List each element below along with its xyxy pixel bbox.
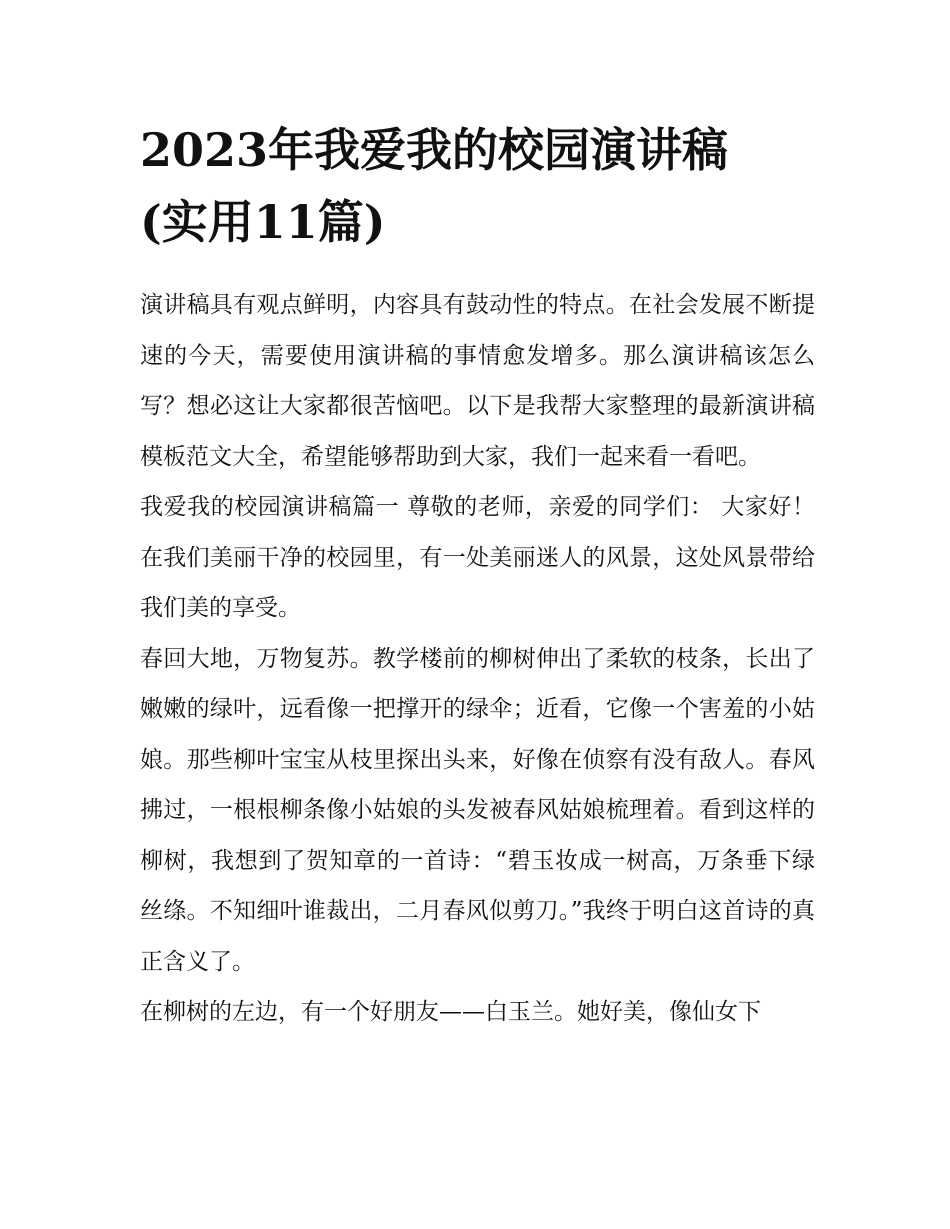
title-line-2: (实用11篇) [140, 195, 386, 249]
paragraph-magnolia: 在柳树的左边，有一个好朋友——白玉兰。她好美，像仙女下 [140, 999, 761, 1025]
title-line-1: 2023年我爱我的校园演讲稿 [140, 123, 729, 177]
document-body [140, 280, 815, 1038]
document-title [140, 114, 820, 258]
paragraph-speech-opening: 我爱我的校园演讲稿篇一 尊敬的老师，亲爱的同学们： 大家好！ 在我们美丽干净的校园里，有一处美丽迷人的风景，这处风景带给我们美的享受。 [140, 494, 815, 621]
paragraph-willow: 春回大地，万物复苏。教学楼前的柳树伸出了柔软的枝条，长出了嫩嫩的绿叶，远看像一把撑开的绿伞；近看，它像一个害羞的小姑娘。那些柳叶宝宝从枝里探出头来，好像在侦察有没有敌人。春风拂过，一根根柳条像小姑娘的头发被春风姑娘梳理着。看到这样的柳树，我想到了贺知章的一首诗：“碧玉妆成一树高，万条垂下绿丝绦。不知细叶谁裁出，二月春风似剪刀。”我终于明白这首诗的真正含义了。 [140, 645, 815, 975]
paragraph-intro: 演讲稿具有观点鲜明，内容具有鼓动性的特点。在社会发展不断提速的今天，需要使用演讲稿的事情愈发增多。那么演讲稿该怎么写？想必这让大家都很苦恼吧。以下是我帮大家整理的最新演讲稿模板范文大全，希望能够帮助到大家，我们一起来看一看吧。 [140, 292, 815, 470]
